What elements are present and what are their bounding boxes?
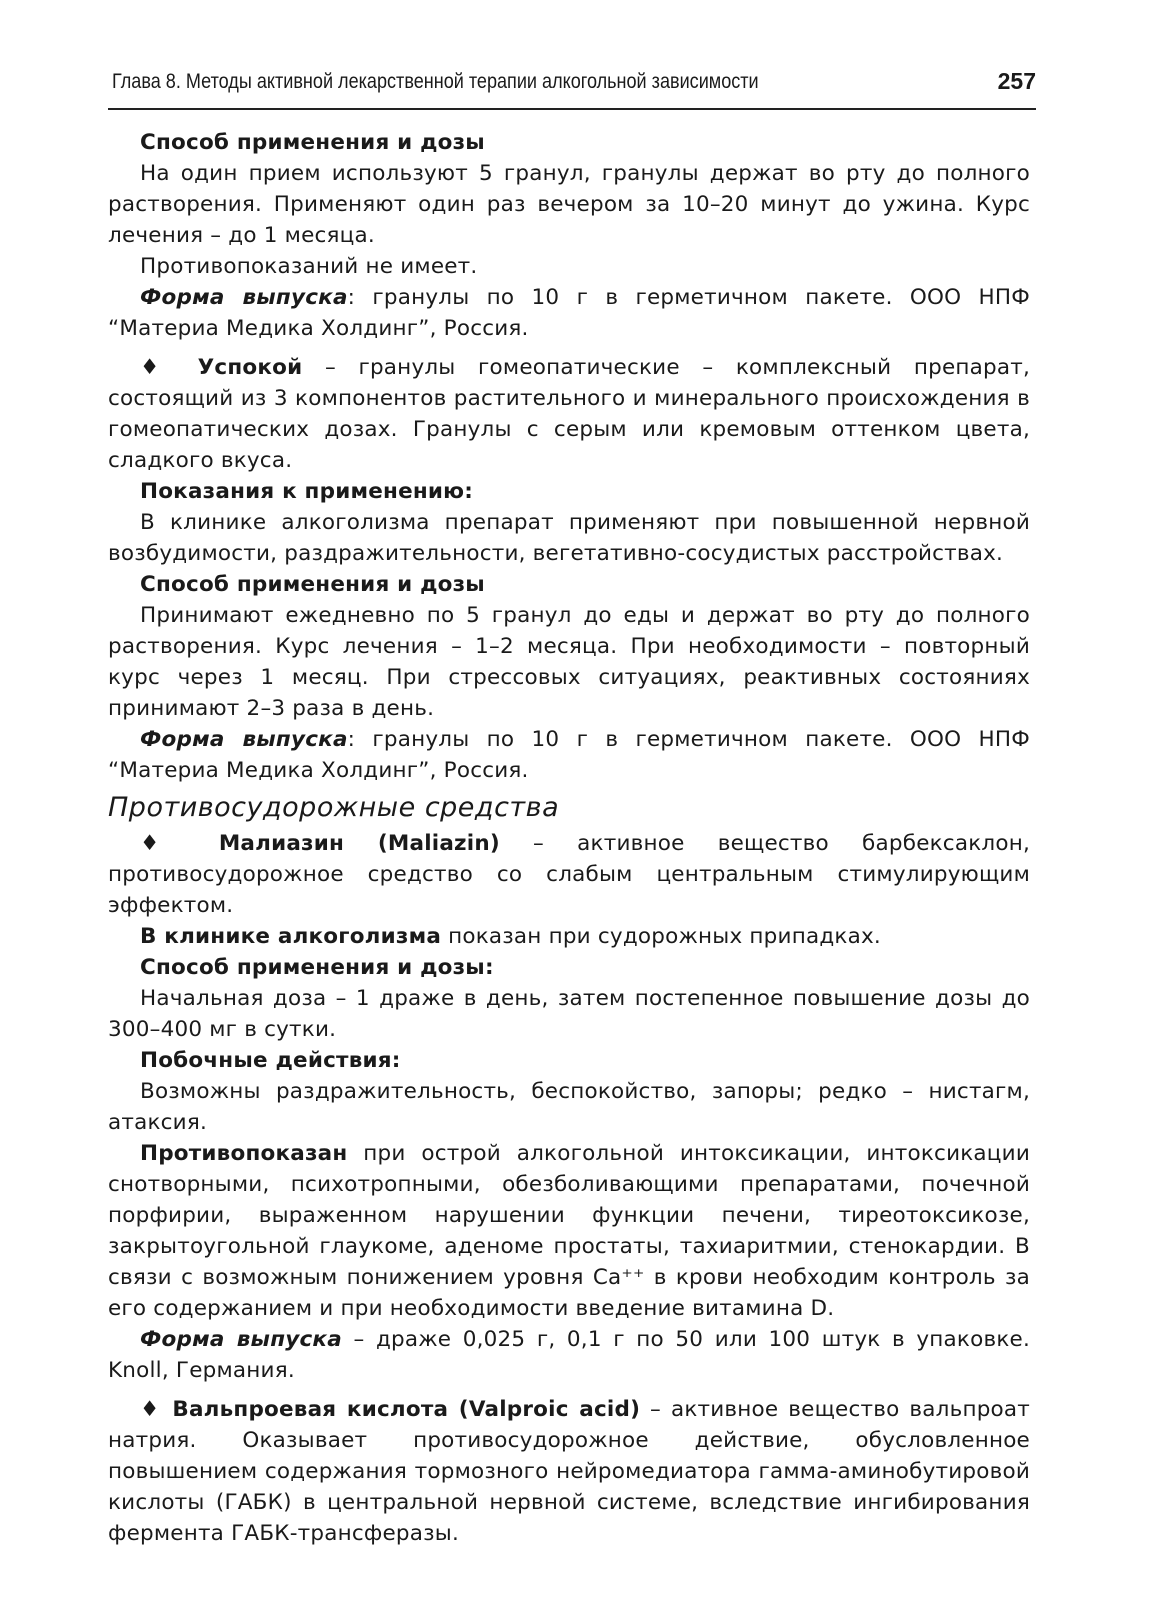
- chapter-title: Глава 8. Методы активной лекарственной терапии алкогольной зависимости: [112, 70, 759, 93]
- release-form-label: Форма выпуска: [140, 1327, 342, 1352]
- contraindications: [108, 1138, 1030, 1324]
- clinic-usage: [108, 921, 1030, 952]
- drug-entry-valproic-acid: [108, 1394, 1030, 1549]
- drug-name: Успокой: [197, 355, 303, 380]
- drug-entry-maliazin: [108, 828, 1030, 921]
- drug-description: – активное вещество вальпроат натрия. Оказывает противосудорожное действие, обусловленное повышением содержания тормозного нейромедиатора гамма-аминобутировой кислоты (ГАБК) в центральной нервной системе, вследствие ингибирования фермента ГАБК-трансферазы.: [108, 1397, 1031, 1546]
- dosage-heading: Способ применения и дозы: [140, 572, 485, 597]
- drug-description: – активное вещество барбексаклон, противосудорожное средство со слабым центральным стимулирующим эффектом.: [108, 831, 1030, 918]
- release-form: [108, 724, 1030, 786]
- indications-heading: Показания к применению:: [140, 479, 474, 504]
- dosage-heading: Способ применения и дозы:: [140, 955, 494, 980]
- diamond-bullet-icon: ♦: [140, 1397, 163, 1422]
- release-form: [108, 1324, 1030, 1386]
- indications-text: В клинике алкоголизма препарат применяют при повышенной нервной возбудимости, раздражительности, вегетативно-сосудистых расстройствах.: [108, 510, 1030, 566]
- drug-name: Малиазин (Maliazin): [218, 831, 500, 856]
- side-effects-text: Возможны раздражительность, беспокойство, запоры; редко – нистагм, атаксия.: [108, 1079, 1030, 1135]
- contraindications-text: Противопоказаний не имеет.: [140, 254, 478, 279]
- clinic-usage-label: В клинике алкоголизма: [140, 924, 442, 949]
- release-form-label: Форма выпуска: [140, 285, 348, 310]
- page-body: [108, 127, 1030, 1549]
- clinic-usage-text: показан при судорожных припадках.: [441, 924, 881, 949]
- dosage-text: Начальная доза – 1 драже в день, затем постепенное повышение дозы до 300–400 мг в сутки.: [108, 986, 1030, 1042]
- side-effects-heading: Побочные действия:: [140, 1048, 401, 1073]
- drug-description: – гранулы гомеопатические – комплексный препарат, состоящий из 3 компонентов растительного и минерального происхождения в гомеопатических дозах. Гранулы с серым или кремовым оттенком цвета, сладкого вкуса.: [108, 355, 1030, 473]
- release-form-text: : гранулы по 10 г в герметичном пакете. ООО НПФ “Материа Медика Холдинг”, Россия.: [108, 727, 1030, 783]
- page-number: 257: [997, 68, 1036, 94]
- release-form: [108, 282, 1030, 344]
- dosage-text: На один прием используют 5 гранул, гранулы держат во рту до полного растворения. Применяют один раз вечером за 10–20 минут до ужина. Курс лечения – до 1 месяца.: [108, 161, 1030, 248]
- drug-name: Вальпроевая кислота (Valproic acid): [172, 1397, 641, 1422]
- section-title: Противосудорожные средства: [108, 792, 560, 823]
- release-form-text: – драже 0,025 г, 0,1 г по 50 или 100 штук в упаковке. Knoll, Германия.: [108, 1327, 1030, 1383]
- release-form-label: Форма выпуска: [140, 727, 348, 752]
- dosage-heading: Способ применения и дозы: [140, 130, 485, 155]
- diamond-bullet-icon: ♦: [140, 831, 186, 856]
- contraindications-text: при острой алкогольной интоксикации, интоксикации снотворными, психотропными, обезболивающими препаратами, почечной порфирии, выраженном нарушении функции печени, тиреотоксикозе, закрытоугольной глаукоме, аденоме простаты, тахиаритмии, стенокардии. В связи с возможным понижением уровня Ca⁺⁺ в крови необходим контроль за его содержанием и при необходимости введение витамина D.: [108, 1141, 1030, 1321]
- release-form-text: : гранулы по 10 г в герметичном пакете. ООО НПФ “Материа Медика Холдинг”, Россия.: [108, 285, 1030, 341]
- running-header: [108, 64, 1036, 110]
- drug-entry-uspokoy: [108, 352, 1030, 476]
- contraindications-label: Противопоказан: [140, 1141, 348, 1166]
- dosage-text: Принимают ежедневно по 5 гранул до еды и держат во рту до полного растворения. Курс лечения – 1–2 месяца. При необходимости – повторный курс через 1 месяц. При стрессовых ситуациях, реактивных состояниях принимают 2–3 раза в день.: [108, 603, 1030, 721]
- diamond-bullet-icon: ♦: [140, 355, 176, 380]
